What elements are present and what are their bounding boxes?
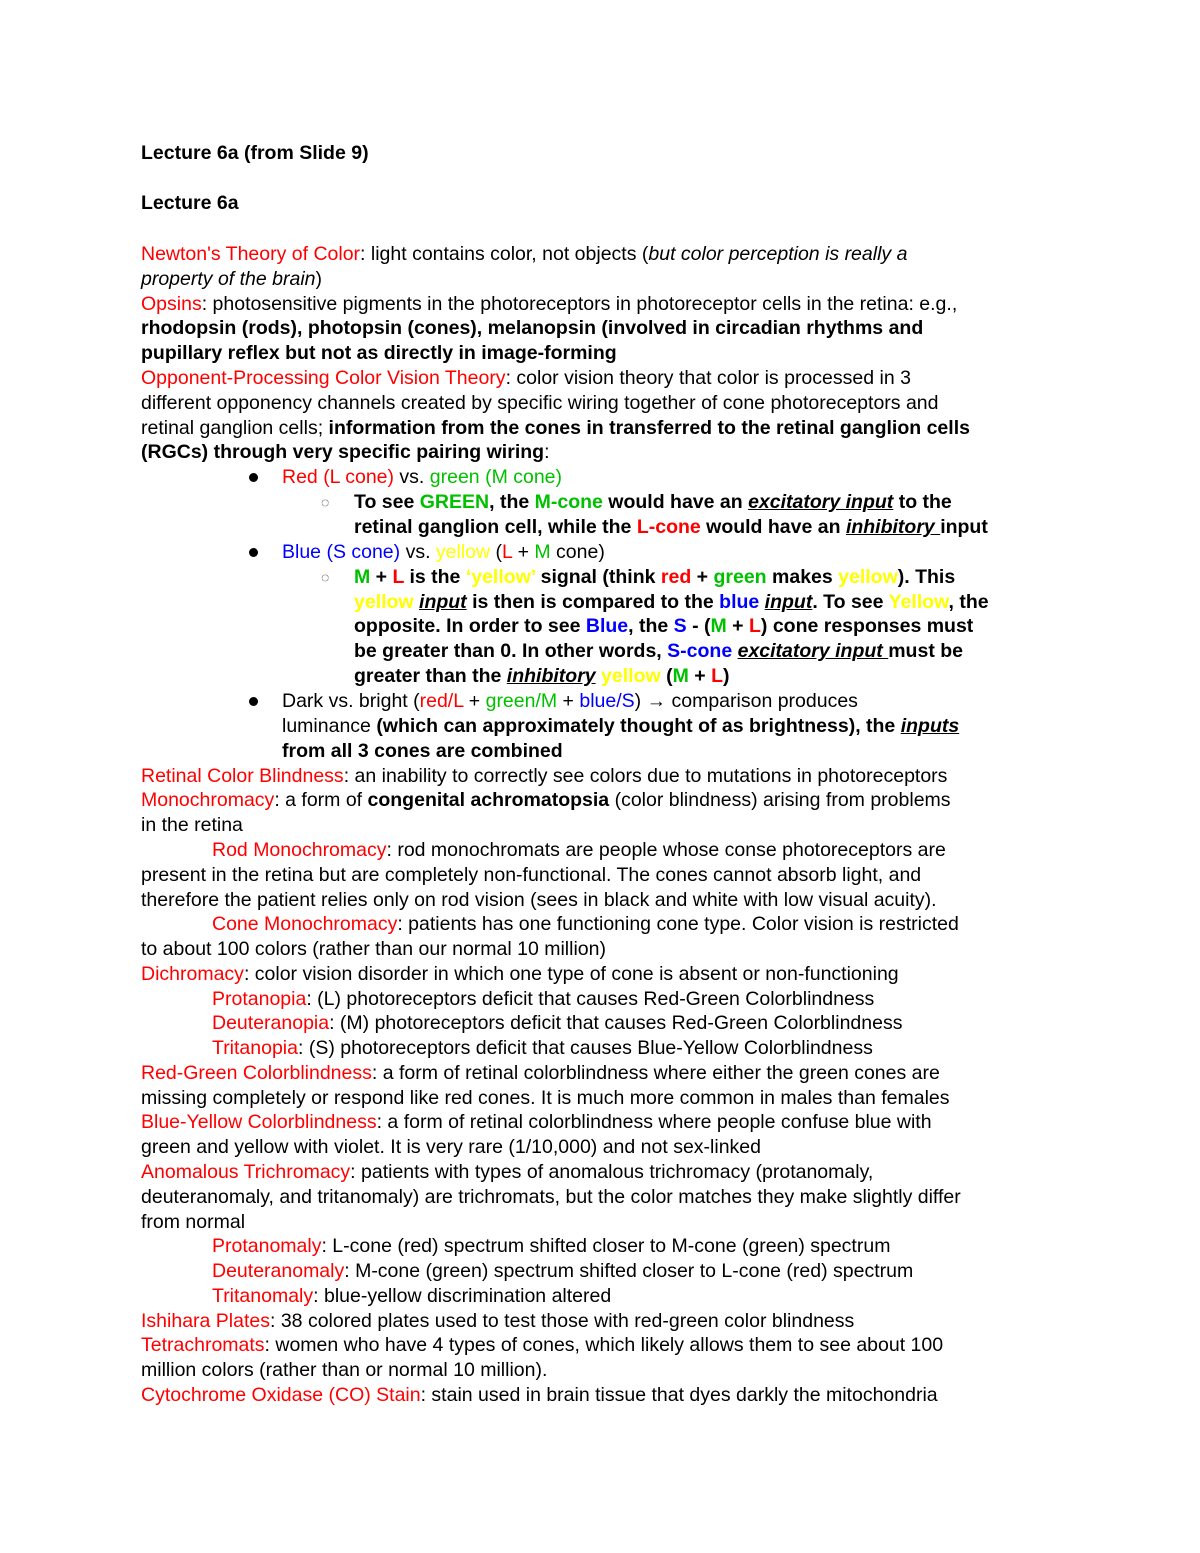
opponent-line-4: (RGCs) through very specific pairing wiring:	[141, 441, 550, 463]
cone-line-1: Cone Monochromacy: patients has one functioning cone type. Color vision is restricted	[212, 913, 959, 935]
heading-lecture: Lecture 6a	[141, 192, 239, 214]
term-opponent: Opponent-Processing Color Vision Theory	[141, 367, 506, 389]
term-ishihara: Ishihara Plates	[141, 1310, 270, 1332]
deuteran-line: Deuteranopia: (M) photoreceptors deficit that causes Red-Green Colorblindness	[212, 1012, 903, 1034]
rg-line-2: missing completely or respond like red cones. It is much more common in males than females	[141, 1087, 950, 1109]
sub-blue-yellow-line-4: be greater than 0. In other words, S-cone excitatory input must be	[354, 640, 963, 662]
term-tritanom: Tritanomaly	[212, 1285, 314, 1307]
bullet-red-green: Red (L cone) vs. green (M cone)	[282, 466, 563, 488]
term-cone: Cone Monochromacy	[212, 913, 398, 935]
opsins-line-2: rhodopsin (rods), photopsin (cones), melanopsin (involved in circadian rhythms and	[141, 317, 924, 339]
rod-line-1: Rod Monochromacy: rod monochromats are people whose conse photoreceptors are	[212, 839, 946, 861]
protan-line: Protanopia: (L) photoreceptors deficit that causes Red-Green Colorblindness	[212, 988, 875, 1010]
opsins-line-3: pupillary reflex but not as directly in image-forming	[141, 342, 617, 364]
term-protan: Protanopia	[212, 988, 307, 1010]
anom-line-2: deuteranomaly, and tritanomaly) are trichromats, but the color matches they make slightly differ	[141, 1186, 961, 1208]
sub-blue-yellow-line-2: yellow input is then is compared to the blue input. To see Yellow, the	[354, 591, 989, 613]
by-line-2: green and yellow with violet. It is very rare (1/10,000) and not sex-linked	[141, 1136, 761, 1158]
deuteranom-line: Deuteranomaly: M-cone (green) spectrum shifted closer to L-cone (red) spectrum	[212, 1260, 914, 1282]
term-rod: Rod Monochromacy	[212, 839, 387, 861]
term-tritan: Tritanopia	[212, 1037, 298, 1059]
bullet-icon	[249, 548, 258, 557]
anom-line-1: Anomalous Trichromacy: patients with types of anomalous trichromacy (protanomaly,	[141, 1161, 874, 1183]
bullet-icon	[249, 473, 258, 482]
rod-line-3: therefore the patient relies only on rod vision (sees in black and white with low visual acuity).	[141, 889, 937, 911]
term-tetra: Tetrachromats	[141, 1334, 265, 1356]
term-protanom: Protanomaly	[212, 1235, 322, 1257]
sub-red-green-line-2: retinal ganglion cell, while the L-cone would have an inhibitory input	[354, 516, 988, 538]
term-retinal: Retinal Color Blindness	[141, 765, 344, 787]
tetra-line-2: million colors (rather than or normal 10 million).	[141, 1359, 548, 1381]
sub-blue-yellow-line-1: M + L is the ‘yellow’ signal (think red + green makes yellow). This	[354, 566, 956, 588]
tritanom-line: Tritanomaly: blue-yellow discrimination altered	[212, 1285, 612, 1307]
opsins-line-1: Opsins: photosensitive pigments in the photoreceptors in photoreceptor cells in the retina: e.g.,	[141, 293, 958, 315]
sub-blue-yellow-line-5: greater than the inhibitory yellow (M + L)	[354, 665, 730, 687]
term-rg: Red-Green Colorblindness	[141, 1062, 372, 1084]
sub-red-green-line-1: To see GREEN, the M-cone would have an excitatory input to the	[354, 491, 952, 513]
opponent-line-2: different opponency channels created by specific wiring together of cone photoreceptors and	[141, 392, 939, 414]
rg-line-1: Red-Green Colorblindness: a form of retinal colorblindness where either the green cones are	[141, 1062, 940, 1084]
cone-line-2: to about 100 colors (rather than our normal 10 million)	[141, 938, 606, 960]
term-deuteran: Deuteranopia	[212, 1012, 330, 1034]
term-mono: Monochromacy	[141, 789, 275, 811]
mono-line-2: in the retina	[141, 814, 243, 836]
co-line: Cytochrome Oxidase (CO) Stain: stain used in brain tissue that dyes darkly the mitochondria	[141, 1384, 938, 1406]
term-deuteranom: Deuteranomaly	[212, 1260, 345, 1282]
rod-line-2: present in the retina but are completely non-functional. The cones cannot absorb light, and	[141, 864, 922, 886]
by-line-1: Blue-Yellow Colorblindness: a form of retinal colorblindness where people confuse blue with	[141, 1111, 932, 1133]
bullet-blue-yellow: Blue (S cone) vs. yellow (L + M cone)	[282, 541, 605, 563]
dichro-line: Dichromacy: color vision disorder in which one type of cone is absent or non-functioning	[141, 963, 899, 985]
term-anom: Anomalous Trichromacy	[141, 1161, 351, 1183]
retinal-line: Retinal Color Blindness: an inability to correctly see colors due to mutations in photoreceptors	[141, 765, 948, 787]
bullet-dark-bright-line-2: luminance (which can approximately thought of as brightness), the inputs	[282, 715, 960, 737]
sub-bullet-icon: ◌	[321, 569, 330, 585]
sub-blue-yellow-line-3: opposite. In order to see Blue, the S - (M + L) cone responses must	[354, 615, 974, 637]
opponent-line-1: Opponent-Processing Color Vision Theory: color vision theory that color is processed in 3	[141, 367, 911, 389]
newton-line-1: Newton's Theory of Color: light contains color, not objects (but color perception is really a	[141, 243, 908, 265]
opponent-line-3: retinal ganglion cells; information from the cones in transferred to the retinal ganglion cells	[141, 417, 970, 439]
ishihara-line: Ishihara Plates: 38 colored plates used to test those with red-green color blindness	[141, 1310, 855, 1332]
protanom-line: Protanomaly: L-cone (red) spectrum shifted closer to M-cone (green) spectrum	[212, 1235, 891, 1257]
term-dichro: Dichromacy	[141, 963, 244, 985]
newton-line-2: property of the brain)	[141, 268, 323, 290]
sub-bullet-icon: ◌	[321, 494, 330, 510]
bullet-icon	[249, 697, 258, 706]
tetra-line-1: Tetrachromats: women who have 4 types of cones, which likely allows them to see about 100	[141, 1334, 944, 1356]
term-co: Cytochrome Oxidase (CO) Stain	[141, 1384, 421, 1406]
term-by: Blue-Yellow Colorblindness	[141, 1111, 377, 1133]
term-newton: Newton's Theory of Color	[141, 243, 361, 265]
mono-line-1: Monochromacy: a form of congenital achromatopsia (color blindness) arising from problems	[141, 789, 951, 811]
bullet-dark-bright-line-3: from all 3 cones are combined	[282, 740, 563, 762]
bullet-dark-bright-line-1: Dark vs. bright (red/L + green/M + blue/S) → comparison produces	[282, 690, 858, 712]
term-opsins: Opsins	[141, 293, 202, 315]
heading-lecture-from-slide: Lecture 6a (from Slide 9)	[141, 142, 369, 164]
tritan-line: Tritanopia: (S) photoreceptors deficit that causes Blue-Yellow Colorblindness	[212, 1037, 873, 1059]
anom-line-3: from normal	[141, 1211, 246, 1233]
